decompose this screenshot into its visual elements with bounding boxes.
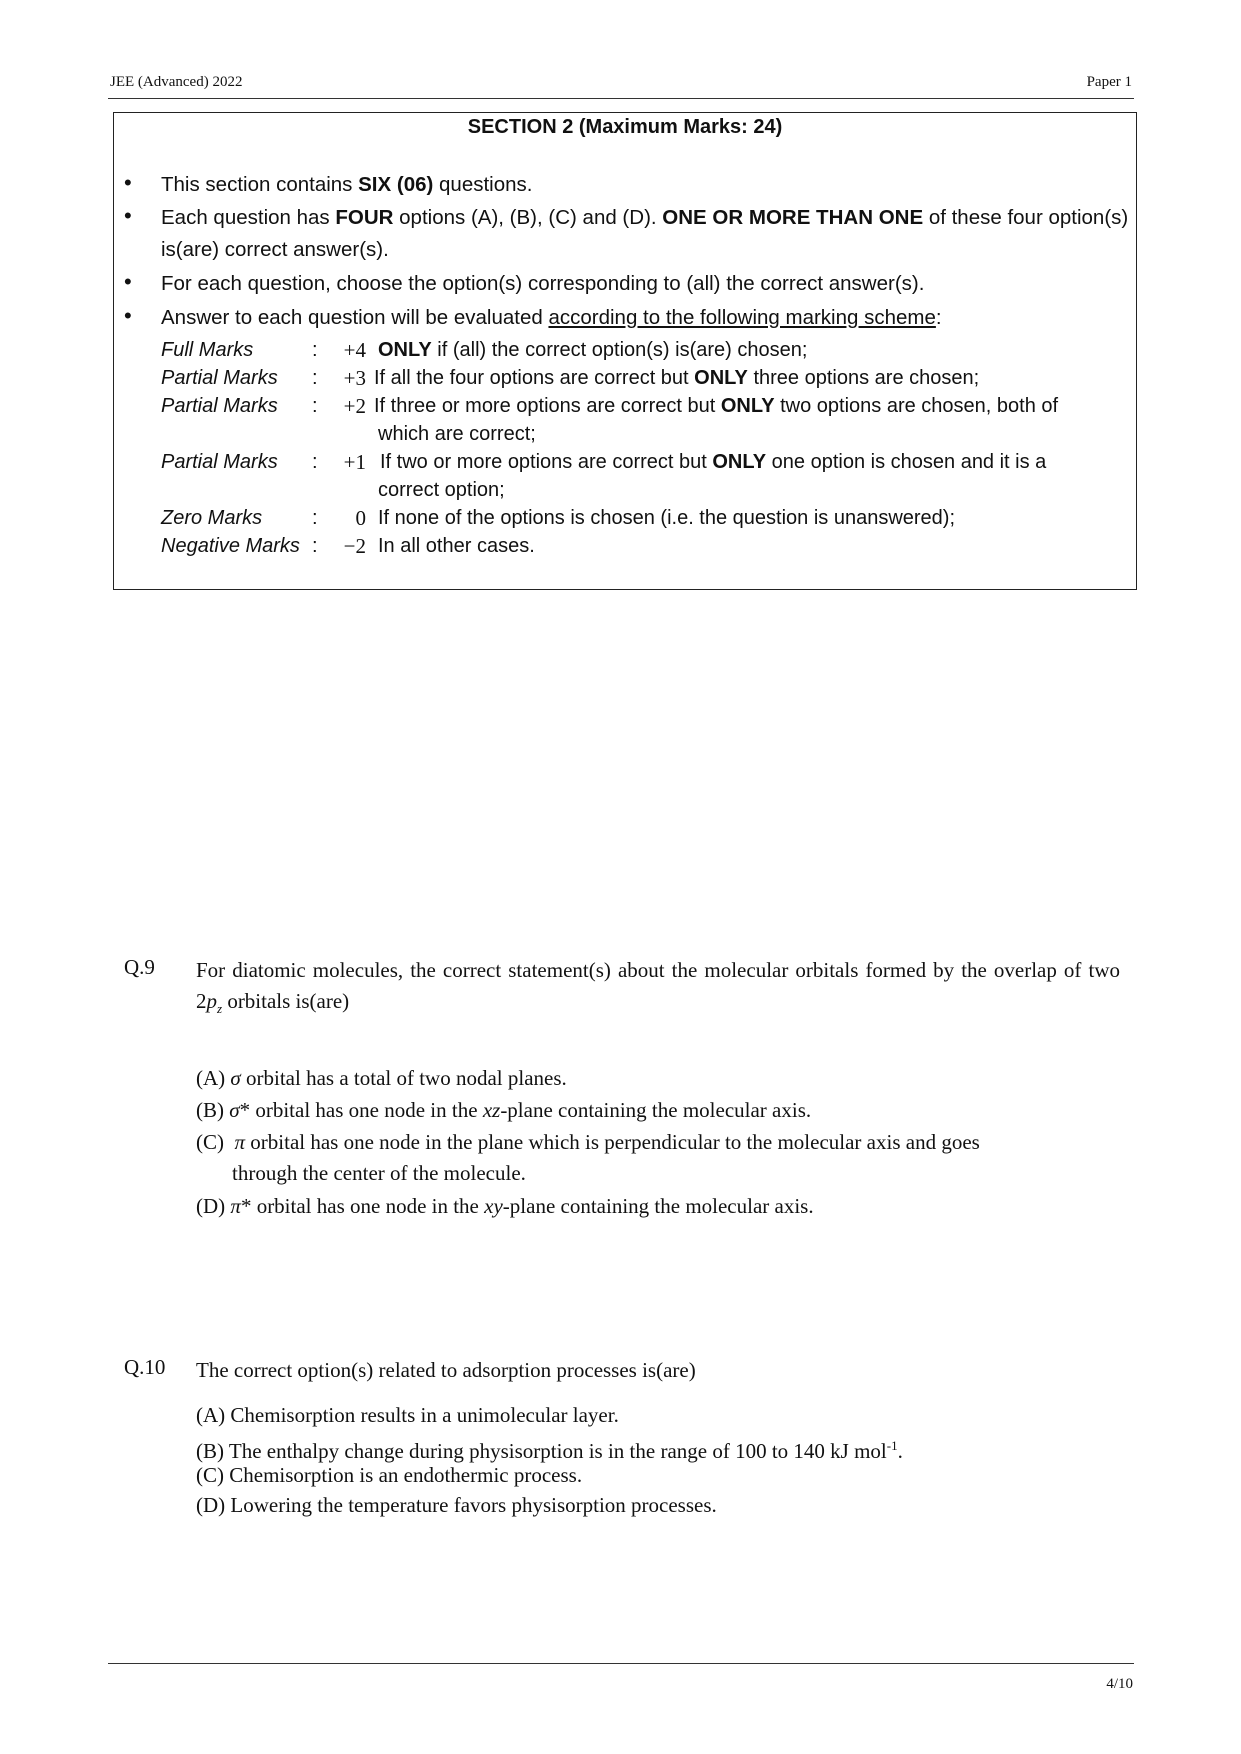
question-number: Q.9 (124, 955, 155, 979)
bullet-glyph: • (124, 269, 132, 294)
question-number: Q.10 (124, 1355, 166, 1379)
option-c[interactable]: (C) Chemisorption is an endothermic process. (196, 1463, 583, 1487)
bullet-glyph: • (124, 303, 132, 328)
page-header (108, 74, 1134, 99)
instruction-3: For each question, choose the option(s) corresponding to (all) the correct answer(s). (161, 272, 925, 295)
instruction-4: Answer to each question will be evaluated according to the following marking scheme: (161, 306, 942, 329)
bullet-glyph: • (124, 170, 132, 195)
option-b[interactable]: (B) The enthalpy change during physisorption is in the range of 100 to 140 kJ mol$^{-1}$. (196, 1438, 903, 1463)
instruction-1: This section contains SIX (06) questions. (161, 173, 533, 196)
section-title: SECTION 2 (Maximum Marks: 24) (467, 116, 783, 138)
option-a[interactable]: (A) σ orbital has a total of two nodal planes. (196, 1066, 567, 1090)
instruction-2: Each question has FOUR options (A), (B), (C) and (D). ONE OR MORE THAN ONE of these four option(s) is(are) correct answer(s). (161, 206, 1129, 261)
option-b[interactable]: (B) σ* orbital has one node in the xz-plane containing the molecular axis. (196, 1098, 812, 1122)
exam-title: JEE (Advanced) 2022 (110, 74, 243, 90)
option-d[interactable]: (D) π* orbital has one node in the xy-plane containing the molecular axis. (196, 1194, 814, 1218)
paper-label: Paper 1 (1086, 74, 1132, 90)
question-text: The correct option(s) related to adsorption processes is(are) (196, 1358, 696, 1382)
option-a[interactable]: (A) Chemisorption results in a unimolecular layer. (196, 1403, 619, 1427)
question-text: For diatomic molecules, the correct statement(s) about the molecular orbitals formed by the overlap of two $2p_z$ orbitals is(are) (196, 958, 1120, 1017)
option-c[interactable]: (C) π orbital has one node in the plane which is perpendicular to the molecular axis and goes through the center of the molecule. (196, 1130, 980, 1185)
option-d[interactable]: (D) Lowering the temperature favors physisorption processes. (196, 1493, 717, 1517)
page-number: 4/10 (1106, 1676, 1133, 1692)
bullet-glyph: • (124, 203, 132, 228)
footer-divider (108, 1663, 1134, 1664)
